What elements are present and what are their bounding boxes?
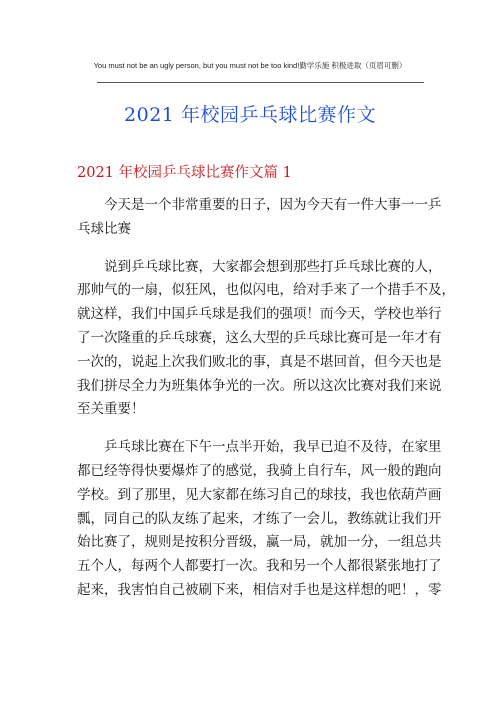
paragraph-line: 乓球比赛 bbox=[77, 220, 131, 237]
paragraph-line: 我们拼尽全力为班集体争光的一次。所以这次比赛对我们来说 bbox=[77, 377, 442, 394]
header-rule bbox=[97, 82, 424, 83]
paragraph-line: 起来，我害怕自己被刷下来，相信对手也是这样想的吧！，零 bbox=[77, 581, 442, 598]
paragraph-line: 始比赛了，规则是按积分晋级，赢一局，就加一分，一组总共 bbox=[77, 534, 442, 551]
paragraph-line: 了一次隆重的乒乓球赛，这么大型的乒乓球比赛可是一年才有 bbox=[77, 329, 442, 346]
paragraph-line: 今天是一个非常重要的日子，因为今天有一件大事一一乒 bbox=[104, 197, 442, 213]
paragraph-line: 就这样，我们中国乒乓球是我们的强项！而今天，学校也举行 bbox=[77, 306, 442, 323]
section-heading: 2021 年校园乒乓球比赛作文篇 1 bbox=[77, 165, 292, 181]
paragraph-3 bbox=[77, 436, 442, 603]
paragraph-line: 瓢，同自己的队友练了起来，才练了一会儿，教练就让我们开 bbox=[77, 510, 442, 527]
paragraph-line: 一次的，说起上次我们败北的事，真是不堪回首，但今天也是 bbox=[77, 353, 442, 370]
paragraph-line: 至关重要！ bbox=[77, 401, 145, 418]
paragraph-line: 说到乒乓球比赛，大家都会想到那些打乒乓球比赛的人， bbox=[104, 258, 442, 275]
paragraph-line: 学校。到了那里，见大家都在练习自己的球技，我也依葫芦画 bbox=[77, 486, 442, 503]
document-title: 2021 年校园乒乓球比赛作文 bbox=[124, 104, 376, 126]
paragraph-line: 五个人，每两个人都要打一次。我和另一个人都很紧张地打了 bbox=[77, 558, 442, 575]
paragraph-line: 那帅气的一扇，似狂风，也似闪电，给对手来了一个措手不及， bbox=[77, 282, 455, 299]
paragraph-1 bbox=[77, 194, 442, 242]
paragraph-line: 乒乓球比赛在下午一点半开始，我早已迫不及待，在家里 bbox=[104, 439, 442, 456]
paragraph-2 bbox=[77, 256, 455, 423]
body-text bbox=[77, 194, 455, 617]
paragraph-line: 都已经等得快要爆炸了的感觉，我骑上自行车，风一般的跑向 bbox=[77, 462, 442, 479]
page-header: You must not be an ugly person, but you must not be too kind!勤学乐施 积极进取（页眉可删） bbox=[93, 61, 407, 70]
